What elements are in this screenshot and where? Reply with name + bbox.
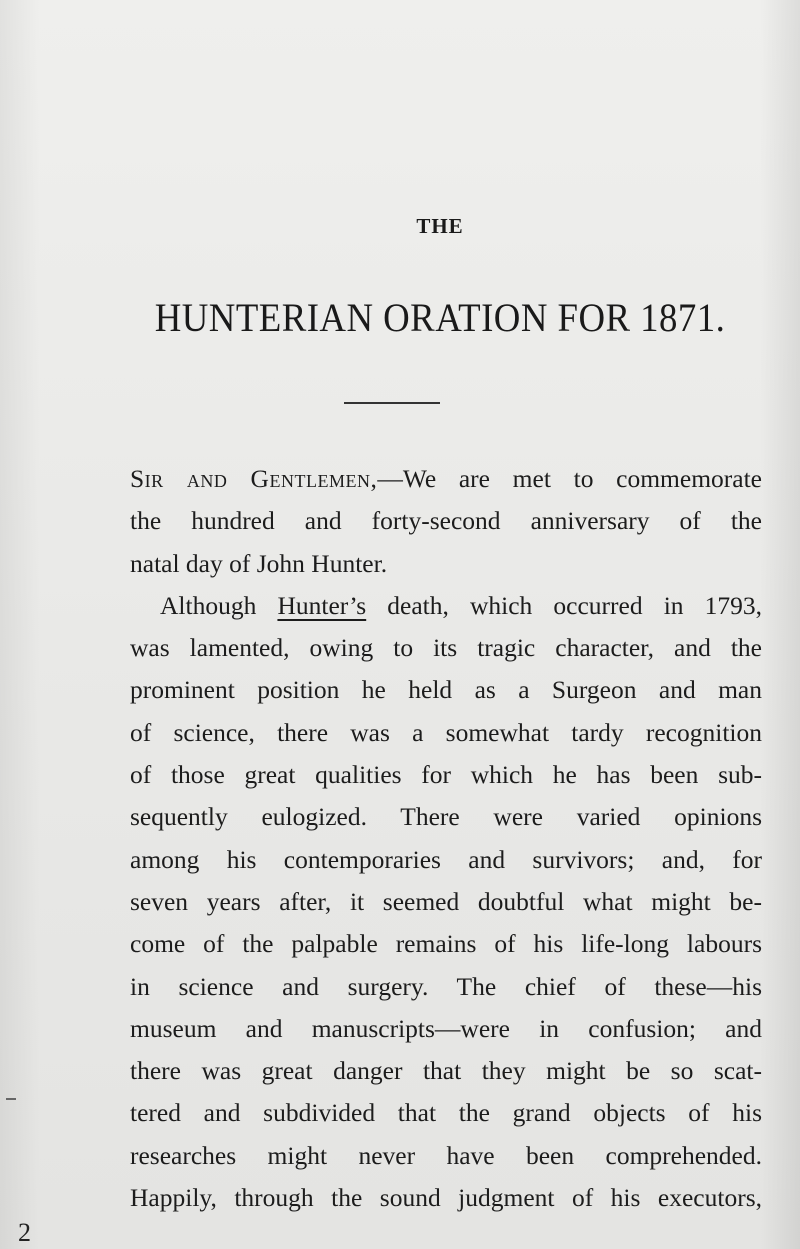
text-line: of those great qualities for which he has been sub-: [130, 760, 762, 790]
text-line-part: Although: [160, 590, 278, 620]
text-line-part: —We are met to commemorate: [377, 464, 762, 493]
title-divider: [344, 402, 440, 404]
text-line: prominent position he held as a Surgeon and man: [130, 675, 762, 705]
text-line: in science and surgery. The chief of these—his: [130, 971, 762, 1001]
text-line: sequently eulogized. There were varied opinions: [130, 802, 762, 832]
text-line: museum and manuscripts—were in confusion; and: [130, 1013, 762, 1043]
text-line: was lamented, owing to its tragic character, and the: [130, 633, 762, 663]
text-line: tered and subdivided that the grand objects of his: [130, 1098, 762, 1128]
text-line: [130, 458, 762, 500]
salutation: Sir and Gentlemen,: [130, 464, 378, 493]
text-line: natal day of John Hunter.: [130, 548, 388, 578]
text-line: come of the palpable remains of his life-long labours: [130, 929, 762, 959]
margin-tick: [6, 1098, 16, 1100]
text-line: among his contemporaries and survivors; and, for: [130, 844, 762, 874]
body-text: [130, 458, 762, 1219]
text-line: there was great danger that they might be so scat-: [130, 1056, 762, 1086]
heading-small: THE: [416, 214, 464, 238]
page-title: HUNTERIAN ORATION FOR 1871.: [154, 295, 726, 340]
text-line: of science, there was a somewhat tardy recognition: [130, 717, 762, 747]
text-line: researches might never have been comprehended.: [130, 1140, 762, 1170]
text-line: [130, 585, 762, 627]
text-line: seven years after, it seemed doubtful what might be-: [130, 886, 762, 916]
text-line-part: death, which occurred in 1793,: [366, 590, 762, 620]
text-line: Happily, through the sound judgment of his executors,: [130, 1183, 762, 1213]
text-line: the hundred and forty-second anniversary of the: [130, 506, 762, 536]
margin-number: 2: [18, 1218, 31, 1247]
underlined-word: Hunter’s: [277, 590, 367, 620]
